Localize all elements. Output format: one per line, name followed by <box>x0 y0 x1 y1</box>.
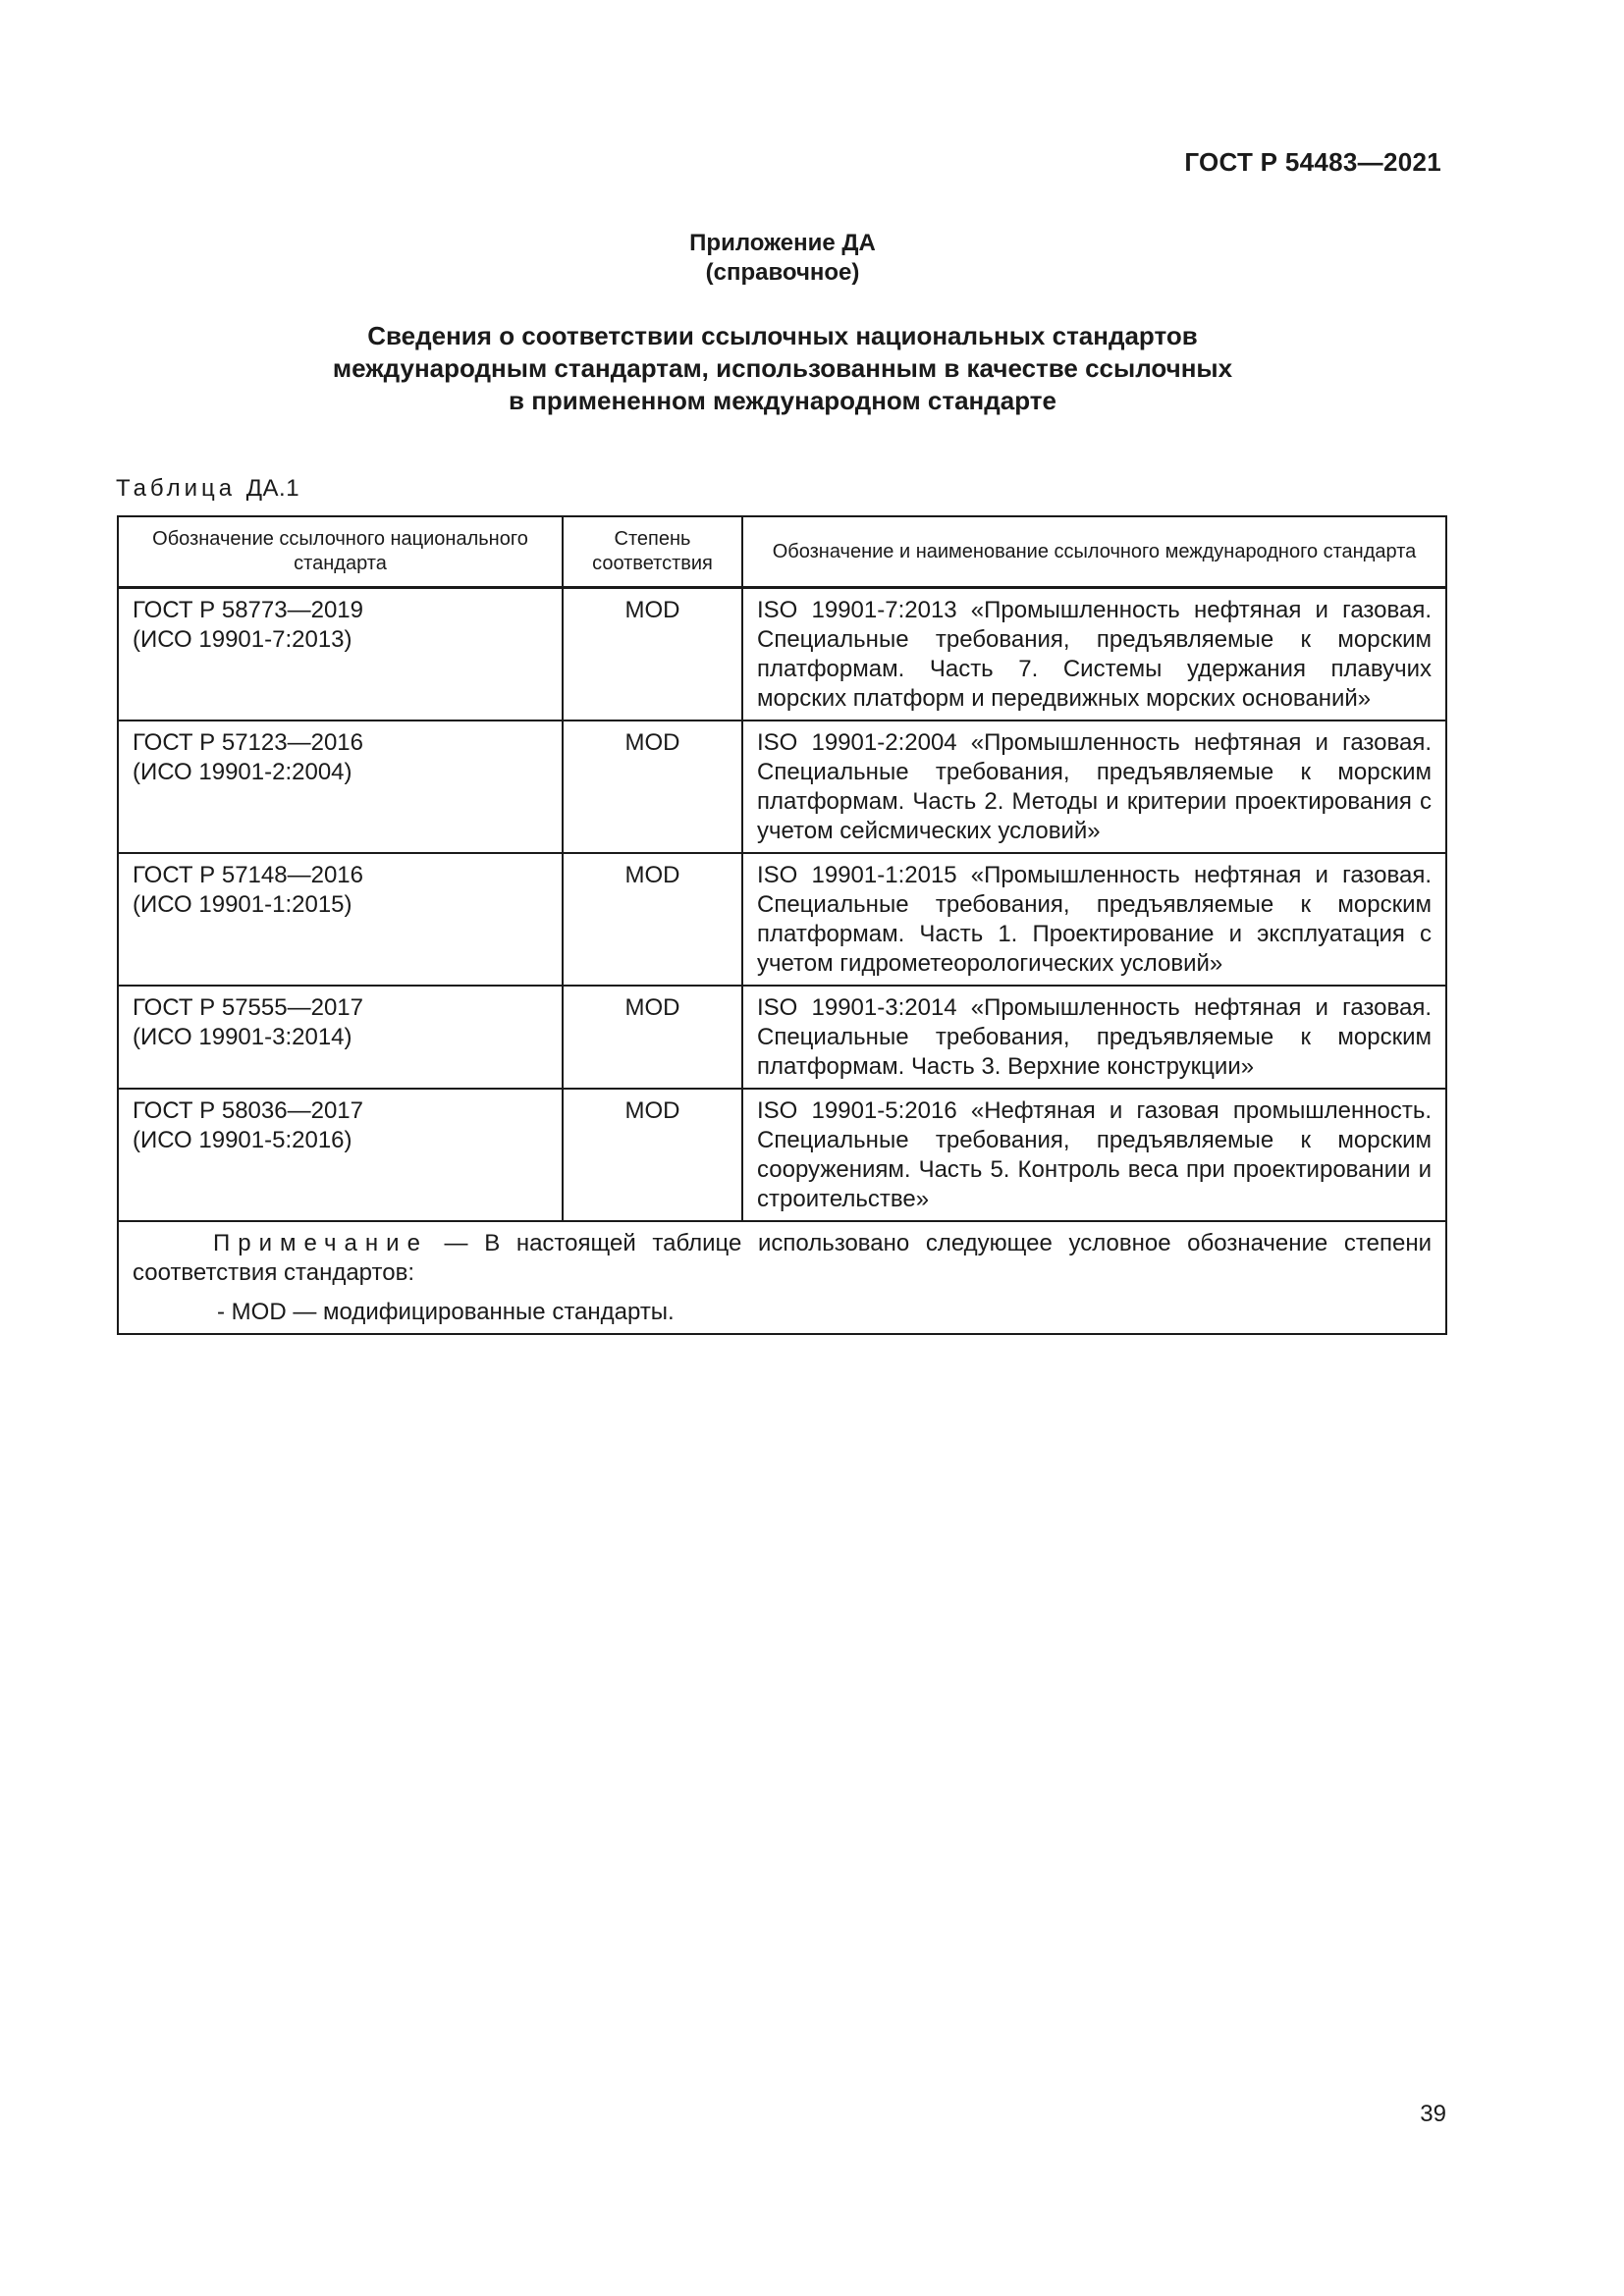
table-row <box>118 986 1446 1089</box>
table-row <box>118 588 1446 721</box>
table-caption <box>116 475 299 503</box>
table-caption-word: Таблица <box>116 475 237 502</box>
table-note-row <box>118 1221 1446 1334</box>
iso-equivalent-code: (ИСО 19901-2:2004) <box>133 759 352 785</box>
header-degree: Степень соответствия <box>563 516 742 588</box>
national-standard-cell <box>118 986 563 1089</box>
degree-cell: MOD <box>563 588 742 721</box>
note-body: — В настоящей таблице использовано следующее условное обозначение степени соответствия стандартов: <box>133 1230 1432 1286</box>
international-standard-cell: ISO 19901-7:2013 «Промышленность нефтяная и газовая. Специальные требования, предъявляемые к морским платформам. Часть 7. Системы удержания плавучих морских платформ и передвижных морских оснований» <box>742 588 1446 721</box>
main-title-line: Сведения о соответствии ссылочных национальных стандартов <box>367 321 1198 350</box>
iso-equivalent-code: (ИСО 19901-3:2014) <box>133 1024 352 1050</box>
annex-title: Приложение ДА <box>689 230 876 256</box>
international-standard-cell: ISO 19901-5:2016 «Нефтяная и газовая промышленность. Специальные требования, предъявляемые к морским сооружениям. Часть 5. Контроль веса при проектировании и строительстве» <box>742 1089 1446 1221</box>
national-standard-cell <box>118 588 563 721</box>
international-standard-cell: ISO 19901-3:2014 «Промышленность нефтяная и газовая. Специальные требования, предъявляемые к морским платформам. Часть 3. Верхние конструкции» <box>742 986 1446 1089</box>
main-title-line: в примененном международном стандарте <box>509 386 1056 415</box>
reference-standards-table <box>117 515 1447 1335</box>
table-note <box>118 1221 1446 1334</box>
iso-equivalent-code: (ИСО 19901-5:2016) <box>133 1127 352 1153</box>
page-number: 39 <box>1420 2101 1446 2127</box>
degree-cell: MOD <box>563 721 742 853</box>
iso-equivalent-code: (ИСО 19901-7:2013) <box>133 626 352 653</box>
iso-equivalent-code: (ИСО 19901-1:2015) <box>133 891 352 918</box>
degree-cell: MOD <box>563 853 742 986</box>
table-row <box>118 1089 1446 1221</box>
international-standard-cell: ISO 19901-2:2004 «Промышленность нефтяная и газовая. Специальные требования, предъявляемые к морским платформам. Часть 2. Методы и критерии проектирования с учетом сейсмических условий» <box>742 721 1446 853</box>
national-standard-code: ГОСТ Р 58036—2017 <box>133 1097 363 1124</box>
main-title-line: международным стандартам, использованным в качестве ссылочных <box>332 353 1233 383</box>
degree-cell: MOD <box>563 986 742 1089</box>
national-standard-cell <box>118 853 563 986</box>
national-standard-cell <box>118 1089 563 1221</box>
degree-cell: MOD <box>563 1089 742 1221</box>
main-title <box>0 320 1565 417</box>
table-row <box>118 853 1446 986</box>
international-standard-cell: ISO 19901-1:2015 «Промышленность нефтяная и газовая. Специальные требования, предъявляемые к морским платформам. Часть 1. Проектирование и эксплуатация с учетом гидрометеорологических условий» <box>742 853 1446 986</box>
national-standard-code: ГОСТ Р 57123—2016 <box>133 729 363 756</box>
header-international-standard: Обозначение и наименование ссылочного международного стандарта <box>742 516 1446 588</box>
note-text <box>133 1229 1432 1288</box>
note-label: Примечание <box>213 1230 428 1256</box>
national-standard-code: ГОСТ Р 57148—2016 <box>133 862 363 888</box>
document-code: ГОСТ Р 54483—2021 <box>1184 147 1441 177</box>
table-row <box>118 721 1446 853</box>
annex-subtitle: (справочное) <box>705 259 860 286</box>
national-standard-cell <box>118 721 563 853</box>
national-standard-code: ГОСТ Р 58773—2019 <box>133 597 363 623</box>
header-national-standard: Обозначение ссылочного национального стандарта <box>118 516 563 588</box>
table-caption-number: ДА.1 <box>245 475 300 502</box>
national-standard-code: ГОСТ Р 57555—2017 <box>133 994 363 1021</box>
table-header-row <box>118 516 1446 588</box>
note-list-item: - MOD — модифицированные стандарты. <box>217 1299 675 1325</box>
